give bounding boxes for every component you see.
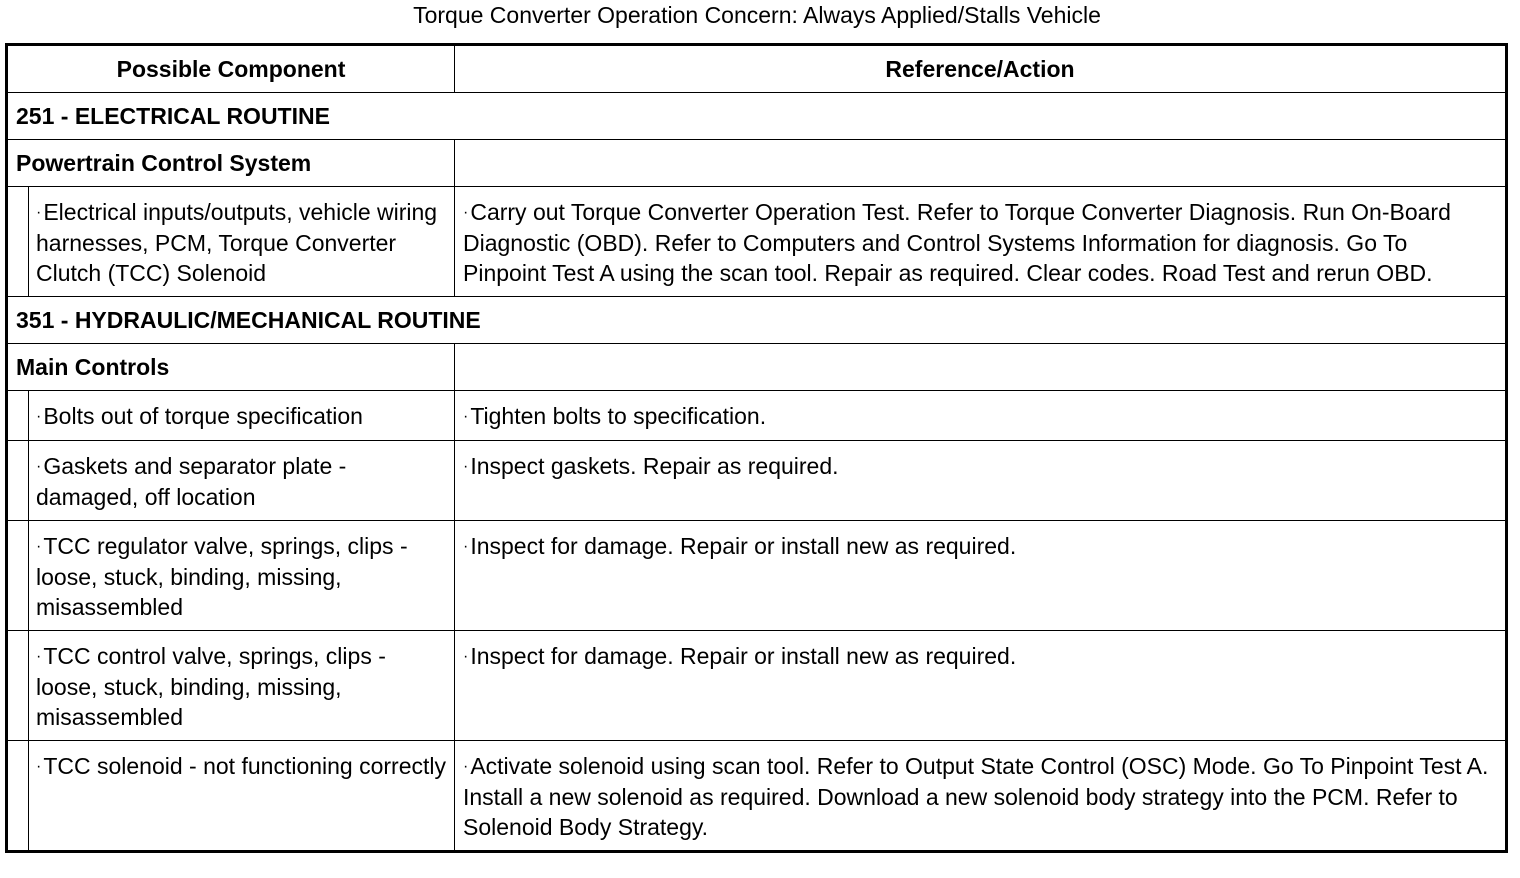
component-cell	[29, 187, 455, 297]
group-name: Main Controls	[7, 344, 455, 391]
action-text: Inspect gaskets. Repair as required.	[470, 453, 839, 479]
component-text: TCC control valve, springs, clips - loose, stuck, binding, missing, misassembled	[36, 643, 386, 730]
bullet-icon: ·	[36, 648, 42, 665]
action-text: Activate solenoid using scan tool. Refer to Output State Control (OSC) Mode. Go To Pinpoint Test A. Install a new solenoid as required. Download a new solenoid body strategy into the PCM. Refer to Solenoid Body Strategy.	[463, 753, 1489, 840]
routine-row	[7, 93, 1507, 140]
bullet-icon: ·	[36, 458, 42, 475]
routine-row	[7, 297, 1507, 344]
action-text: Inspect for damage. Repair or install new as required.	[470, 643, 1017, 669]
bullet-icon: ·	[463, 204, 469, 221]
action-cell	[455, 521, 1507, 631]
bullet-icon: ·	[36, 408, 42, 425]
bullet-icon: ·	[463, 758, 469, 775]
group-row	[7, 140, 1507, 187]
action-cell	[455, 631, 1507, 741]
component-cell	[29, 741, 455, 852]
component-text: Gaskets and separator plate - damaged, off location	[36, 453, 347, 510]
group-name: Powertrain Control System	[7, 140, 455, 187]
diagnosis-table	[5, 43, 1508, 853]
component-cell	[29, 521, 455, 631]
bullet-icon: ·	[463, 538, 469, 555]
indent-cell	[7, 521, 29, 631]
header-possible-component: Possible Component	[7, 45, 455, 93]
component-cell	[29, 441, 455, 521]
table-row	[7, 391, 1507, 441]
action-cell	[455, 391, 1507, 441]
table-row	[7, 187, 1507, 297]
action-text: Inspect for damage. Repair or install new as required.	[470, 533, 1017, 559]
group-action-empty	[455, 140, 1507, 187]
action-cell	[455, 187, 1507, 297]
table-header-row	[7, 45, 1507, 93]
routine-name: 351 - HYDRAULIC/MECHANICAL ROUTINE	[7, 297, 1507, 344]
indent-cell	[7, 391, 29, 441]
bullet-icon: ·	[463, 458, 469, 475]
indent-cell	[7, 441, 29, 521]
bullet-icon: ·	[463, 648, 469, 665]
bullet-icon: ·	[36, 204, 42, 221]
group-action-empty	[455, 344, 1507, 391]
indent-cell	[7, 187, 29, 297]
group-row	[7, 344, 1507, 391]
component-text: Bolts out of torque specification	[43, 403, 363, 429]
table-row	[7, 441, 1507, 521]
table-row	[7, 631, 1507, 741]
bullet-icon: ·	[36, 758, 42, 775]
action-text: Tighten bolts to specification.	[470, 403, 767, 429]
component-text: TCC regulator valve, springs, clips - loose, stuck, binding, missing, misassembled	[36, 533, 408, 620]
action-cell	[455, 741, 1507, 852]
bullet-icon: ·	[463, 408, 469, 425]
table-row	[7, 741, 1507, 852]
indent-cell	[7, 631, 29, 741]
header-reference-action: Reference/Action	[455, 45, 1507, 93]
action-cell	[455, 441, 1507, 521]
routine-name: 251 - ELECTRICAL ROUTINE	[7, 93, 1507, 140]
table-row	[7, 521, 1507, 631]
component-text: Electrical inputs/outputs, vehicle wiring harnesses, PCM, Torque Converter Clutch (TCC) Solenoid	[36, 199, 438, 286]
indent-cell	[7, 741, 29, 852]
component-cell	[29, 631, 455, 741]
bullet-icon: ·	[36, 538, 42, 555]
action-text: Carry out Torque Converter Operation Test. Refer to Torque Converter Diagnosis. Run On-Board Diagnostic (OBD). Refer to Computers and Control Systems Information for diagnosis. Go To Pinpoint Test A using the scan tool. Repair as required. Clear codes. Road Test and rerun OBD.	[463, 199, 1451, 286]
component-text: TCC solenoid - not functioning correctly	[43, 753, 447, 779]
component-cell	[29, 391, 455, 441]
page-title: Torque Converter Operation Concern: Always Applied/Stalls Vehicle	[413, 2, 1101, 28]
